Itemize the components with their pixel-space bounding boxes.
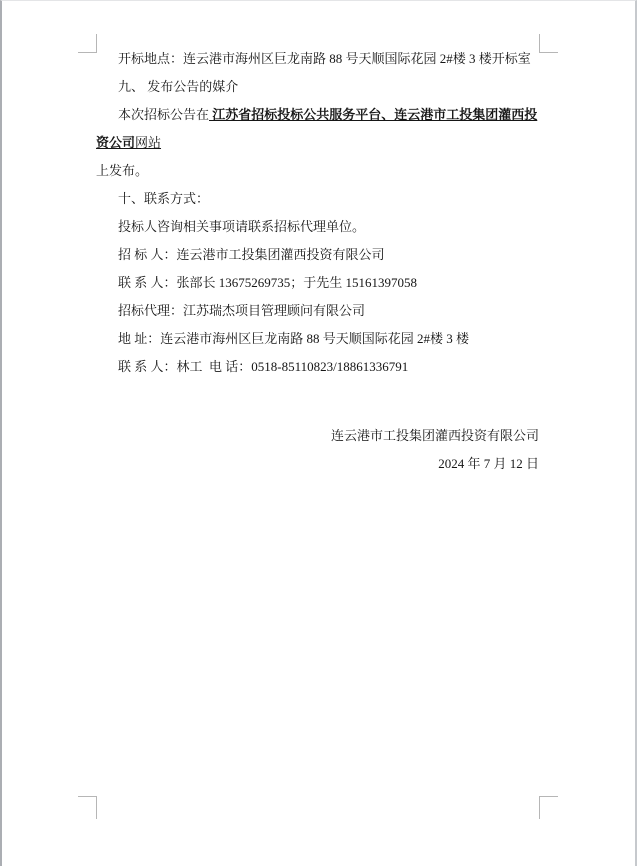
signature-date: 2024 年 7 月 12 日: [438, 456, 539, 471]
text-boundary-mark-bottom-left: [78, 796, 97, 819]
section-9-heading: 九、 发布公告的媒介: [118, 79, 239, 94]
media-sentence-prefix: 本次招标公告在: [118, 107, 210, 122]
tenderer-line: 招 标 人：连云港市工投集团灌西投资有限公司: [118, 247, 385, 262]
media-sentence-line: [96, 101, 539, 157]
media-sentence-continuation: 上发布。: [96, 163, 149, 178]
section-10-heading: 十、联系方式：: [118, 191, 210, 206]
document-page-content: [96, 45, 539, 478]
agency-line: 招标代理：江苏瑞杰项目管理顾问有限公司: [118, 303, 366, 318]
signature-block: [96, 422, 539, 478]
text-boundary-mark-bottom-right: [539, 796, 558, 819]
tenderer-contact-line: 联 系 人：张部长 13675269735；于先生 15161397058: [118, 275, 418, 290]
media-platforms-bold-underlined: 江苏省招标投标公共服务平台、连云港市工投集团灌西投资公司: [96, 107, 538, 150]
text-boundary-mark-top-right: [539, 34, 558, 53]
media-website-underlined: 网站: [135, 135, 162, 150]
contact-intro-line: 投标人咨询相关事项请联系招标代理单位。: [118, 219, 366, 234]
signature-company: 连云港市工投集团灌西投资有限公司: [330, 428, 539, 443]
opening-location-line: 开标地点：连云港市海州区巨龙南路 88 号天顺国际花园 2#楼 3 楼开标室: [118, 51, 531, 66]
agency-contact-line: 联 系 人：林工 电 话：0518-85110823/18861336791: [118, 359, 409, 374]
agency-address-line: 地 址：连云港市海州区巨龙南路 88 号天顺国际花园 2#楼 3 楼: [118, 331, 470, 346]
text-boundary-mark-top-left: [78, 34, 97, 53]
